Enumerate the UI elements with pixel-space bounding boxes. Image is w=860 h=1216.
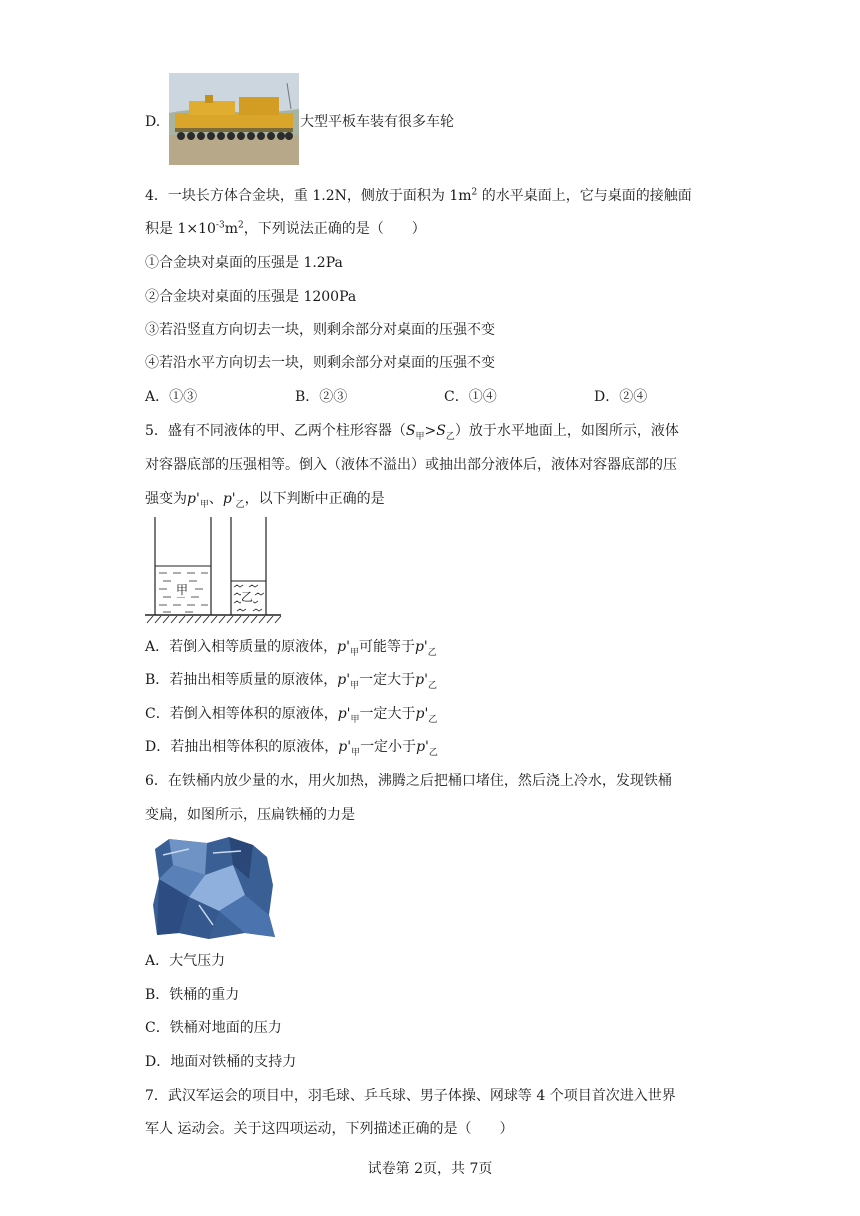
diagram-label-jia: 甲: [176, 583, 189, 597]
q5-option-a: A．若倒入相等质量的原液体，$p'_甲$可能等于$p'_乙$: [145, 639, 437, 658]
q6-stem-line1: 6．在铁桶内放少量的水，用火加热，沸腾之后把桶口堵住，然后浇上冷水，发现铁桶: [145, 773, 672, 789]
q5-option-d: D．若抽出相等体积的原液体，$p'_甲$一定小于$p'_乙$: [145, 739, 438, 758]
q7-stem-line2: 军人 运动会。关于这四项运动，下列描述正确的是（ ）: [145, 1121, 514, 1137]
q4-statement-4: ④若沿水平方向切去一块，则剩余部分对桌面的压强不变: [145, 355, 495, 371]
q4-statement-1: ①合金块对桌面的压强是 1.2Pa: [145, 255, 343, 271]
q5-stem-line2: 对容器底部的压强相等。倒入（液体不溢出）或抽出部分液体后，液体对容器底部的压: [145, 457, 677, 473]
q7-stem-line1: 7．武汉军运会的项目中，羽毛球、乒乓球、男子体操、网球等 4 个项目首次进入世界: [145, 1088, 676, 1104]
crushed-can-image: [149, 835, 277, 941]
page-footer: 试卷第 2页，共 7页: [367, 1161, 493, 1177]
q3-option-d-text: 大型平板车装有很多车轮: [300, 114, 454, 130]
q6-option-d: D．地面对铁桶的支持力: [145, 1054, 297, 1070]
q6-option-b: B．铁桶的重力: [145, 987, 240, 1003]
q4-stem-line2: 积是 $1\times 10^{-3}m^2$，下列说法正确的是（ ）: [145, 220, 426, 237]
q6-option-c: C．铁桶对地面的压力: [145, 1020, 282, 1036]
q3-option-d-letter: D.: [145, 114, 161, 130]
q6-stem-line2: 变扁，如图所示，压扁铁桶的力是: [145, 807, 355, 823]
q5-stem-line1: 5．盛有不同液体的甲、乙两个柱形容器$(S_甲>S_乙)$放于水平地面上，如图所示，液体: [145, 423, 679, 442]
q4-statement-3: ③若沿竖直方向切去一块，则剩余部分对桌面的压强不变: [145, 322, 495, 338]
q4-option-c: C．①④: [444, 389, 497, 405]
flatbed-truck-image: [169, 73, 299, 165]
q4-option-a: A．①③: [145, 389, 198, 405]
q6-option-a: A．大气压力: [145, 953, 226, 969]
q4-stem-line1: 4．一块长方体合金块，重 1.2N，侧放于面积为 $1m^2$ 的水平桌面上，它与桌面的接触面: [145, 187, 692, 204]
q4-statement-2: ②合金块对桌面的压强是 1200Pa: [145, 289, 357, 305]
q4-option-d: D．②④: [594, 389, 648, 405]
q5-option-c: C．若倒入相等体积的原液体，$p'_甲$一定大于$p'_乙$: [145, 706, 438, 725]
diagram-label-yi: 乙: [241, 590, 254, 604]
q4-option-b: B．②③: [295, 389, 348, 405]
q5-option-b: B．若抽出相等质量的原液体，$p'_甲$一定大于$p'_乙$: [145, 672, 437, 691]
q5-stem-line3: 强变为$p'_甲$、$p'_乙$，以下判断中正确的是: [145, 491, 385, 510]
containers-diagram: [145, 515, 285, 625]
